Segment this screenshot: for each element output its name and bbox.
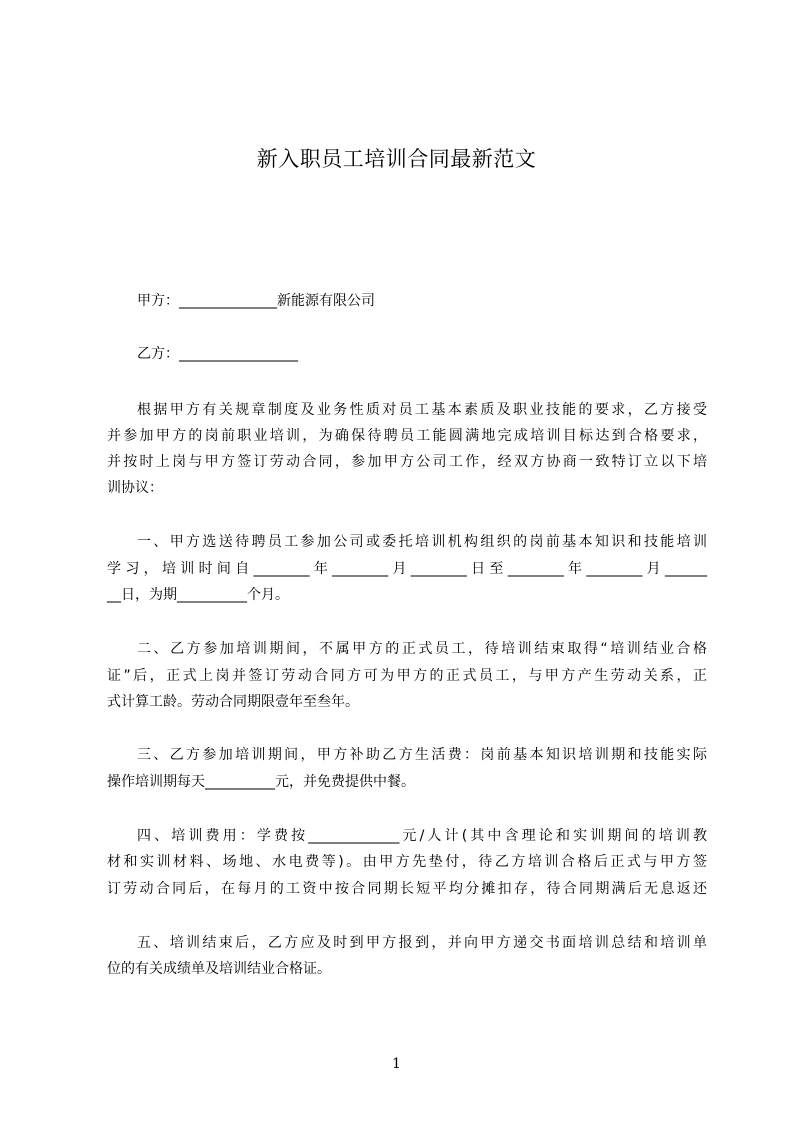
- clause2-line-1: 二、乙方参加培训期间，不属甲方的正式员工，待培训结束取得“培训结业合格: [137, 641, 707, 657]
- clause1-line-2: 学习，培训时间自________年________月________日至________年________月______: [107, 561, 707, 577]
- document-title: 新入职员工培训合同最新范文: [256, 147, 537, 171]
- intro-line-2: 并参加甲方的岗前职业培训，为确保待聘员工能圆满地完成培训目标达到合格要求，: [107, 428, 707, 444]
- page-number: 1: [392, 1056, 401, 1072]
- clause1-line-1: 一、甲方选送待聘员工参加公司或委托培训机构组织的岗前基本知识和技能培训: [137, 534, 707, 550]
- intro-line-4: 训协议：: [107, 480, 163, 496]
- party-b-line: 乙方：_________________: [137, 346, 298, 362]
- clause4-line-2: 材和实训材料、场地、水电费等)。由甲方先垫付，待乙方培训合格后正式与甲方签: [107, 854, 707, 870]
- clause5-line-2: 位的有关成绩单及培训结业合格证。: [107, 961, 331, 977]
- intro-line-1: 根据甲方有关规章制度及业务性质对员工基本素质及职业技能的要求，乙方接受: [137, 402, 707, 418]
- clause2-line-3: 式计算工龄。劳动合同期限壹年至叁年。: [107, 694, 359, 710]
- clause2-line-2: 证”后，正式上岗并签订劳动合同方可为甲方的正式员工，与甲方产生劳动关系，正: [107, 668, 707, 684]
- clause5-line-1: 五、培训结束后，乙方应及时到甲方报到，并向甲方递交书面培训总结和培训单: [137, 935, 707, 951]
- clause4-line-1: 四、培训费用：学费按_____________元/人计(其中含理论和实训期间的培训教: [137, 828, 707, 844]
- clause1-line-3: __日，为期__________个月。: [107, 587, 289, 603]
- party-a-line: 甲方：______________新能源有限公司: [137, 293, 375, 309]
- intro-line-3: 并按时上岗与甲方签订劳动合同，参加甲方公司工作，经双方协商一致特订立以下培: [107, 454, 707, 470]
- clause4-line-3: 订劳动合同后，在每月的工资中按合同期长短平均分摊扣存，待合同期满后无息返还: [107, 881, 707, 897]
- clause3-line-1: 三、乙方参加培训期间，甲方补助乙方生活费：岗前基本知识培训期和技能实际: [137, 747, 707, 763]
- clause3-line-2: 操作培训期每天__________元，并免费提供中餐。: [107, 774, 415, 790]
